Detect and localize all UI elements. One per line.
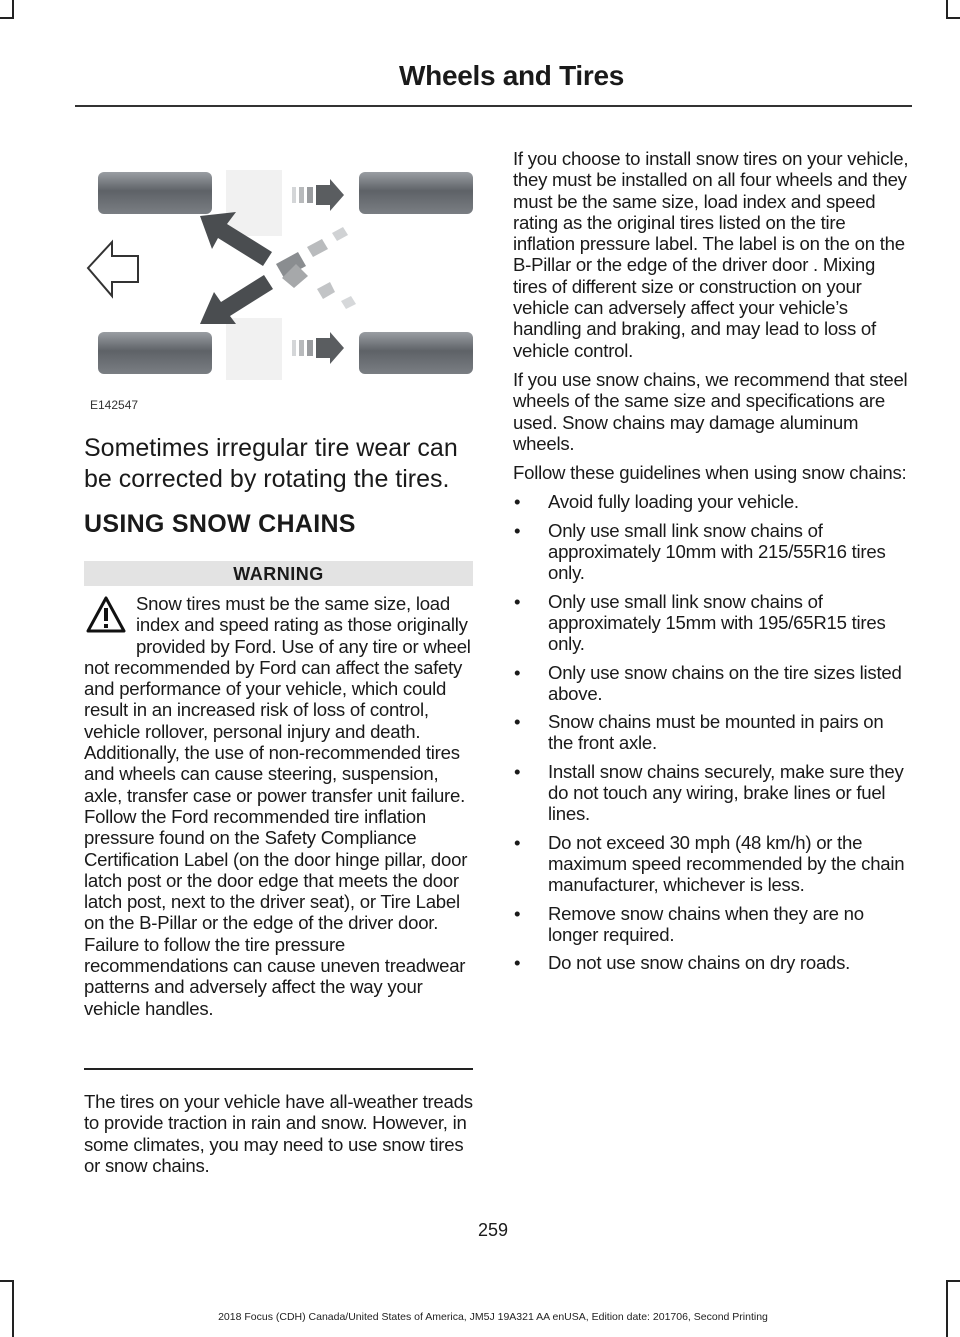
bullet-icon: •	[514, 902, 521, 924]
bullet-icon: •	[514, 760, 521, 782]
tires-paragraph: The tires on your vehicle have all-weather treads to provide traction in rain and snow. However, in some climates, you may need to use snow tires or snow chains.	[84, 1091, 473, 1176]
crop-mark	[946, 1280, 948, 1337]
intro-text: Sometimes irregular tire wear can be corrected by rotating the tires.	[84, 434, 458, 493]
page-title: Wheels and Tires	[399, 60, 624, 91]
bullet-icon: •	[514, 590, 521, 612]
list-item: • Do not exceed 30 mph (48 km/h) or the maximum speed recommended by the chain manufacturer, whichever is less.	[514, 831, 905, 896]
crop-mark	[0, 1280, 14, 1282]
list-item: • Avoid fully loading your vehicle.	[514, 491, 799, 513]
dashed-arrow-top-icon	[292, 179, 344, 211]
shade-panel	[226, 170, 282, 236]
section-heading: USING SNOW CHAINS	[84, 510, 356, 538]
figure-id: E142547	[90, 398, 139, 412]
warning-text: Snow tires must be the same size, load index and speed rating as those originally provided by Ford. Use of any tire or wheel not recommended by Ford can affect the safety and performance of your vehicle, which could result in an increased risk of loss of control, vehicle rollover, personal injury and death. Additionally, the use of non-recommended tires and wheels can cause steering, suspension, axle, transfer case or power transfer unit failure. Follow the Ford recommended tire inflation pressure found on the Safety Compliance Certification Label (on the door hinge pillar, door latch post or the door edge that meets the door latch post, next to the driver seat), or Tire Label on the B-Pillar or the edge of the driver door. Failure to follow the tire pressure recommendations can cause uneven treadwear patterns and adversely affect the way your vehicle handles.	[84, 593, 471, 1019]
paragraph-guidelines: Follow these guidelines when using snow chains:	[513, 462, 907, 484]
list-item: • Only use small link snow chains of approximately 15mm with 195/65R15 tires only.	[514, 590, 886, 655]
list-item: • Only use snow chains on the tire sizes listed above.	[514, 661, 902, 704]
warning-divider	[84, 1068, 473, 1070]
list-item: • Snow chains must be mounted in pairs on the front axle.	[514, 711, 884, 754]
paragraph-snow-chains: If you use snow chains, we recommend that steel wheels of the same size and specifications are used. Snow chains may damage aluminum wheels.	[513, 368, 908, 454]
crop-mark	[0, 17, 14, 19]
dashed-diagonals-icon	[276, 227, 356, 309]
list-item: • Remove snow chains when they are no longer required.	[514, 902, 864, 945]
bullet-icon: •	[514, 831, 521, 853]
shade-panel	[226, 318, 282, 380]
warning-body	[84, 593, 476, 1019]
warning-header: WARNING	[84, 561, 473, 586]
list-item: • Do not use snow chains on dry roads.	[514, 952, 851, 974]
guidelines-list	[513, 491, 909, 973]
diagonal-arrow-down-left-icon	[200, 275, 273, 324]
icon-spacer	[84, 593, 136, 655]
forward-direction-arrow-icon	[88, 242, 138, 296]
bullet-icon: •	[514, 952, 521, 974]
list-item: • Only use small link snow chains of approximately 10mm with 215/55R16 tires only.	[514, 519, 886, 584]
crop-mark	[946, 1280, 960, 1282]
page-number: 259	[477, 1220, 509, 1240]
bullet-icon: •	[514, 491, 521, 513]
bullet-icon: •	[514, 661, 521, 683]
tire-front-left-icon	[98, 172, 212, 214]
dashed-arrow-bottom-icon	[292, 332, 344, 364]
bullet-icon: •	[514, 711, 521, 733]
bullet-icon: •	[514, 519, 521, 541]
tire-rotation-diagram	[86, 160, 474, 408]
tire-front-right-icon	[359, 172, 473, 214]
crop-mark	[946, 17, 960, 19]
footer-text: 2018 Focus (CDH) Canada/United States of America, JM5J 19A321 AA enUSA, Edition date: 201706, Second Printing	[218, 1311, 768, 1323]
crop-mark	[12, 0, 14, 18]
crop-mark	[946, 0, 948, 18]
header-divider	[75, 105, 912, 107]
tire-rear-right-icon	[359, 332, 473, 374]
crop-mark	[12, 1280, 14, 1337]
tire-rear-left-icon	[98, 332, 212, 374]
right-column	[513, 148, 909, 980]
list-item: • Install snow chains securely, make sure they do not touch any wiring, brake lines or fuel lines.	[514, 760, 904, 825]
paragraph-snow-tires: If you choose to install snow tires on your vehicle, they must be installed on all four wheels and they must be the same size, load index and speed rating as the original tires listed on the tire inflation pressure label. The label is on the on the B-Pillar or the edge of the driver door . Mixing tires of different size or construction on your vehicle can adversely affect your vehicle’s handling and braking, and may lead to loss of vehicle control.	[513, 148, 909, 361]
